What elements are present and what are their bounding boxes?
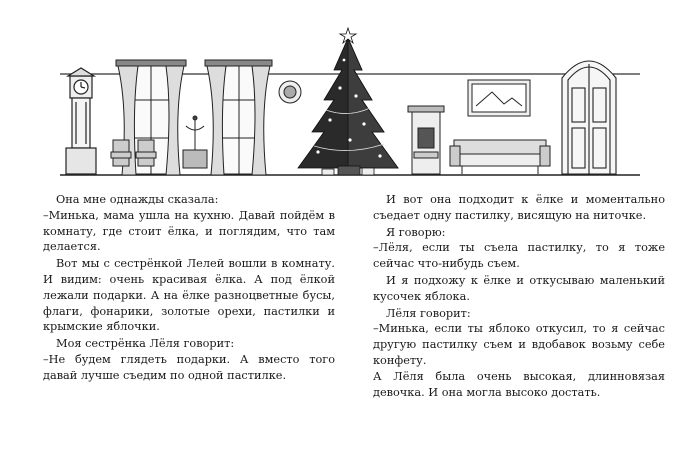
- fireplace: [408, 106, 444, 174]
- framed-picture: [468, 80, 530, 116]
- paragraph: Моя сестрёнка Лёля говорит:: [56, 337, 235, 351]
- paragraph: Лёля говорит:: [386, 306, 471, 320]
- text-column-right: [373, 192, 665, 400]
- side-table: [183, 116, 207, 168]
- paragraph: Вот мы с сестрёнкой Лелей вошли в комнату. И видим: очень красивая ёлка. А под ёлкой лежали подарки. А на ёлке разноцветные бусы, флаги, фонарики, золотые орехи, пастилки и крымские яблочки.: [43, 257, 335, 334]
- room-illustration: [0, 0, 700, 190]
- paragraph: Я говорю:: [386, 225, 446, 239]
- sofa: [450, 140, 550, 174]
- arched-door: [562, 61, 616, 174]
- window-center: [205, 60, 272, 175]
- paragraph: Она мне однажды сказала:: [56, 193, 219, 206]
- text-column-left: [43, 192, 335, 384]
- grandfather-clock: [66, 68, 96, 174]
- paragraph: –Лёля, если ты съела пастилку, то я тоже сейчас что-нибудь съем.: [373, 241, 665, 271]
- paragraph: И вот она подходит к ёлке и моментально съедает одну пастилку, висящую на ниточке.: [373, 193, 665, 222]
- paragraph: –Минька, если ты яблоко откусил, то я сейчас другую пастилку съем и вдобавок возьму себе конфету.: [373, 322, 665, 367]
- christmas-tree: [298, 28, 398, 175]
- paragraph: И я подхожу к ёлке и откусываю маленький кусочек яблока.: [373, 273, 665, 303]
- wall-plate: [279, 81, 301, 103]
- paragraph: А Лёля была очень высокая, длинновязая девочка. И она могла высоко достать.: [373, 369, 665, 399]
- paragraph: –Минька, мама ушла на кухню. Давай пойдём в комнату, где стоит ёлка, и поглядим, что там делается.: [43, 208, 335, 254]
- paragraph: –Не будем глядеть подарки. А вместо того давай лучше съедим по одной пастилке.: [43, 352, 335, 382]
